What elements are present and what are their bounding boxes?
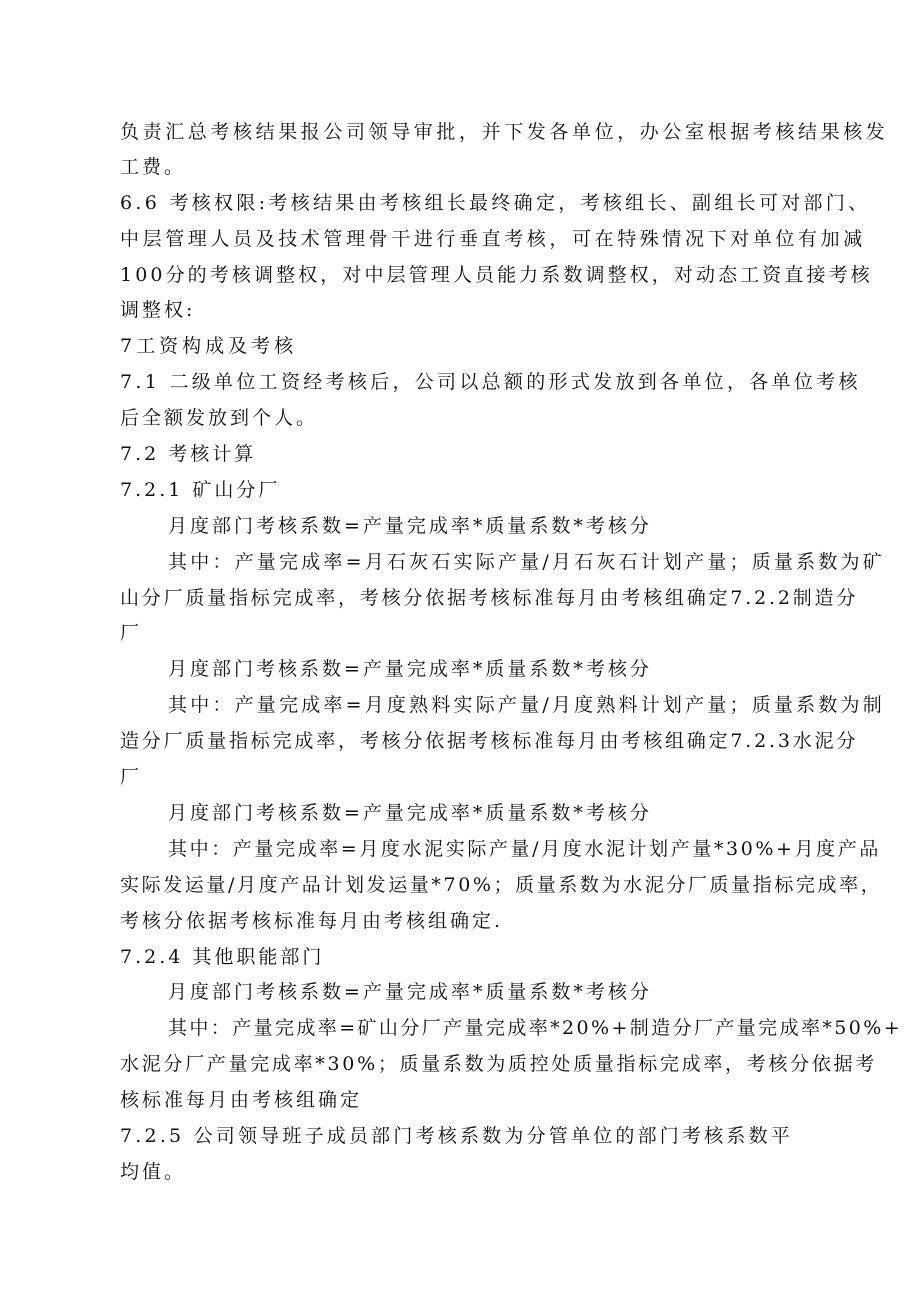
- formula-line: 月度部门考核系数=产量完成率*质量系数*考核分: [168, 658, 652, 680]
- section-heading-7-2-4: 7.2.4 其他职能部门: [120, 946, 325, 968]
- section-heading-7-2-5: 7.2.5 公司领导班子成员部门考核系数为分管单位的部门考核系数平: [120, 1125, 793, 1147]
- paragraph-line: 实际发运量/月度产品计划发运量*70%；质量系数为水泥分厂质量指标完成率，: [120, 874, 883, 896]
- paragraph-line: 调整权:: [120, 299, 196, 321]
- paragraph-line: 其中：产量完成率=矿山分厂产量完成率*20%+制造分厂产量完成率*50%+: [168, 1017, 903, 1039]
- paragraph-line: 造分厂质量指标完成率，考核分依据考核标准每月由考核组确定7.2.3水泥分: [120, 730, 859, 752]
- paragraph-line: 100分的考核调整权，对中层管理人员能力系数调整权，对动态工资直接考核: [120, 264, 873, 286]
- paragraph-line: 后全额发放到个人。: [120, 407, 319, 429]
- paragraph-line: 厂: [120, 766, 143, 788]
- section-heading-7-2-1: 7.2.1 矿山分厂: [120, 479, 281, 501]
- section-heading-6-6: 6.6 考核权限:考核结果由考核组长最终确定，考核组长、副组长可对部门、: [120, 192, 871, 214]
- formula-line: 月度部门考核系数=产量完成率*质量系数*考核分: [168, 802, 652, 824]
- paragraph-line: 负责汇总考核结果报公司领导审批，并下发各单位，办公室根据考核结果核发: [120, 121, 889, 143]
- paragraph-line: 其中：产量完成率=月度熟料实际产量/月度熟料计划产量；质量系数为制: [168, 694, 885, 716]
- paragraph-line: 均值。: [120, 1161, 187, 1183]
- paragraph-line: 考核分依据考核标准每月由考核组确定.: [120, 910, 504, 932]
- paragraph-line: 其中：产量完成率=月石灰石实际产量/月石灰石计划产量；质量系数为矿: [168, 551, 885, 573]
- paragraph-line: 工费。: [120, 156, 187, 178]
- section-heading-7: 7工资构成及考核: [120, 335, 298, 357]
- paragraph-line: 核标准每月由考核组确定: [120, 1089, 363, 1111]
- formula-line: 月度部门考核系数=产量完成率*质量系数*考核分: [168, 515, 652, 537]
- paragraph-line: 厂: [120, 622, 143, 644]
- paragraph-line: 水泥分厂产量完成率*30%；质量系数为质控处质量指标完成率，考核分依据考: [120, 1053, 877, 1075]
- paragraph-line: 中层管理人员及技术管理骨干进行垂直考核，可在特殊情况下对单位有加减: [120, 228, 866, 250]
- section-heading-7-1: 7.1 二级单位工资经考核后，公司以总额的形式发放到各单位，各单位考核: [120, 371, 861, 393]
- paragraph-line: 其中：产量完成率=月度水泥实际产量/月度水泥计划产量*30%+月度产品: [168, 838, 881, 860]
- paragraph-line: 山分厂质量指标完成率，考核分依据考核标准每月由考核组确定7.2.2制造分: [120, 587, 859, 609]
- formula-line: 月度部门考核系数=产量完成率*质量系数*考核分: [168, 981, 652, 1003]
- section-heading-7-2: 7.2 考核计算: [120, 443, 257, 465]
